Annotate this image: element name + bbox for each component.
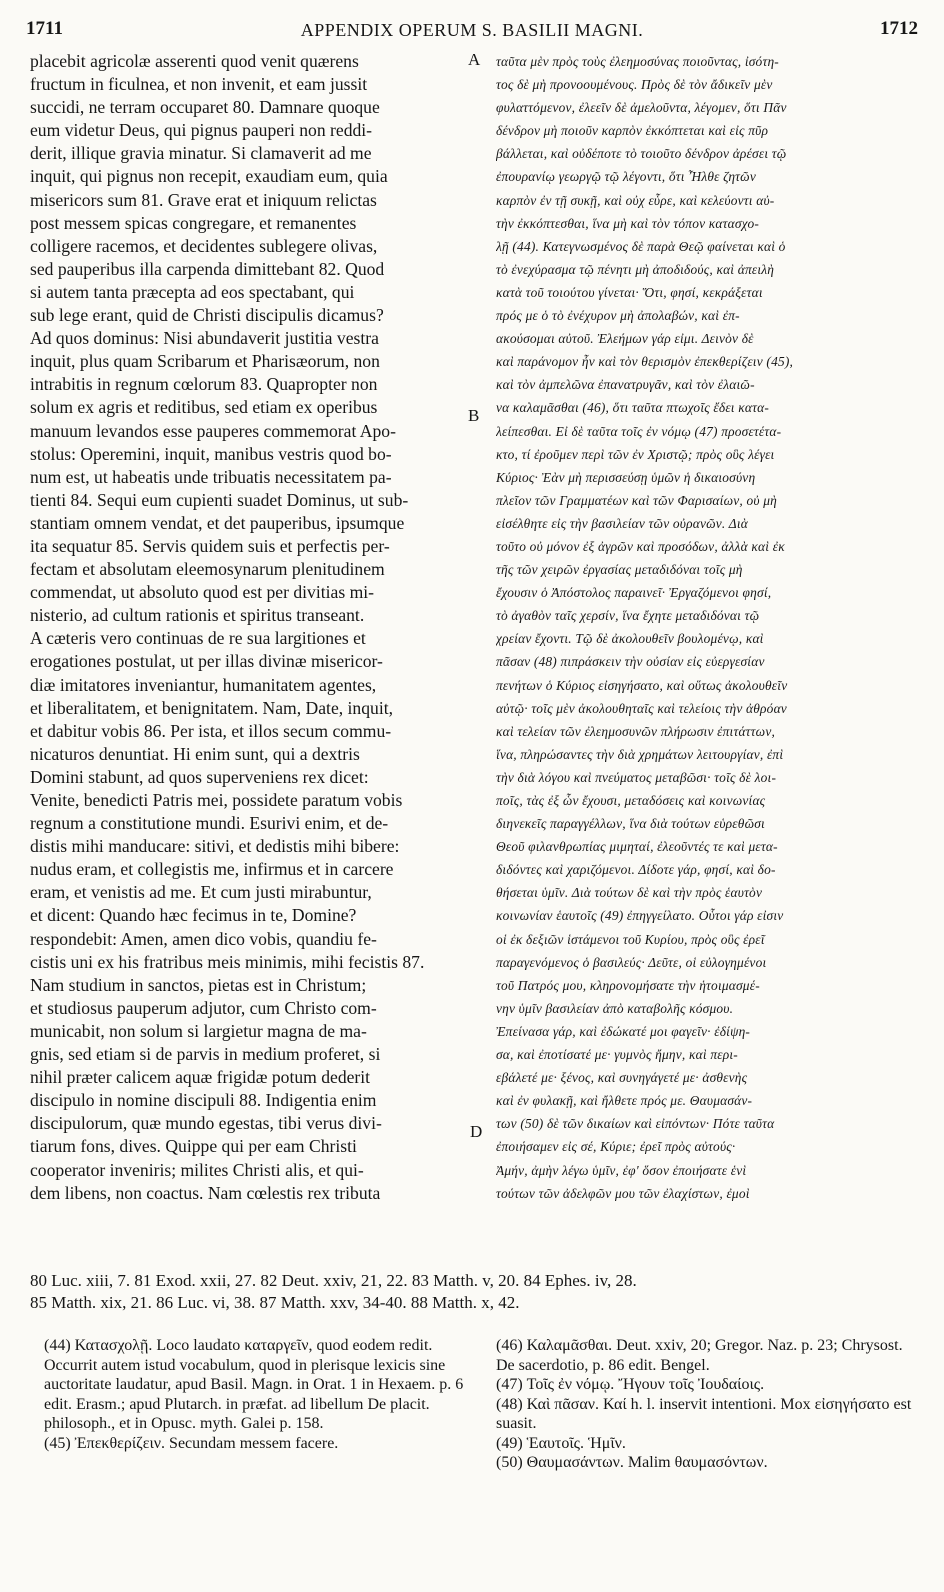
footnotes-left-text: (44) Κατασχολῇ. Loco laudato καταργεῖν, quod eodem redit. Occurrit autem istud vocabulum, quod in plerisque lexicis sine auctoritate laudatur, apud Basil. Magn. in Orat. 1 in Hexaem. p. 6 edit. Erasm.; apud Plutarch. in præfat. ad libellum De placit. philosoph., et in Opusc. myth. Galei p. 158. (45) Ἐπεκθερίζειν. Secundam messem facere.: [44, 1337, 464, 1452]
page-header: [26, 14, 918, 46]
footnotes-right: [496, 1336, 916, 1473]
latin-text: placebit agricolæ asserenti quod venit quærens fructum in ficulnea, et non invenit, et eam jussit succidi, ne terram occuparet 80. Damnare quoque eum videtur Deus, qui pignus pauperi non reddi- derit, illique gravia minatur. Si clamaverit ad me inquit, qui pignus non recepit, exaudiam eum, quia misericors sum 81. Grave erat et iniquum relictas post messem spicas congregare, et remanentes colligere racemos, et decidentes sublegere olivas, sed pauperibus illa carpenda dimittebant 82. Quod si autem tanta præcepta ad eos spectabant, qui sub lege erant, quid de Christi discipulis dicamus? Ad quos dominus: Nisi abundaverit justitia vestra inquit, plus quam Scribarum et Pharisæorum, non intrabitis in regnum cœlorum 83. Quapropter non solum ex agris et reditibus, sed etiam ex operibus manuum levandos esse pauperes commemorat Apo- stolus: Operemini, inquit, manibus vestris quod bo- num est, ut habeatis unde tribuatis necessitatem pa- tienti 84. Sequi eum cupienti suadet Dominus, ut sub- stantiam omnem vendat, et det pauperibus, ipsumque ita sequatur 85. Servis quidem suis et perfectis per- fectam et absolutam eleemosynarum plenitudinem commendat, ut absoluto quod est per divitias mi- nisterio, ad cultum rationis et spiritus transeant. A cæteris vero continuas de re sua largitiones et erogationes postulat, ut per illas divinæ misericor- diæ imitatores inveniantur, humanitatem agentes, et liberalitatem, et benignitatem. Nam, Date, inquit, et dabitur vobis 86. Per ista, et illos secum commu- nicaturos denuntiat. Hi enim sunt, qui a dextris Domini stabunt, ad quos superveniens rex dicet: Venite, benedicti Patris mei, possidete paratum vobis regnum a constitutione mundi. Esurivi enim, et de- distis mihi manducare: sitivi, et dedistis mihi bibere: nudus eram, et collegistis me, infirmus et in carcere eram, et venistis ad me. Et cum justi mirabuntur, et dicent: Quando hæc fecimus in te, Domine? respondebit: Amen, amen dico vobis, quandiu fe- cistis uni ex his fratribus meis minimis, mihi fecistis 87. Nam studium in sanctos, pietas est in Christum; et studiosus pauperum adjutor, cum Christo com- municabit, non solum si largietur magna de ma- gnis, sed etiam si de parvis in medium proferet, si nihil præter calicem aquæ frigidæ potum dederit discipulo in nomine discipuli 88. Indigentia enim discipulorum, quæ mundo egestas, tibi verus divi- tiarum fons, dives. Quippe qui per eam Christi cooperator inveniris; milites Christi alis, et qui- dem libens, non coactus. Nam cœlestis rex tributa: [30, 51, 425, 1203]
greek-column: [496, 50, 916, 1255]
margin-marker-d: D: [470, 1122, 483, 1141]
greek-text: ταῦτα μὲν πρὸς τοὺς ἐλεημοσύνας ποιοῦντας, ἰσότη- τος δὲ μὴ προνοουμένους. Πρὸς δὲ τὸν ἄδικεῖν μὲν φυλαττόμενον, ἐλεεῖν δὲ ἀμελοῦντα, λέγομεν, ὅτι Πᾶν δένδρον μὴ ποιοῦν καρπὸν ἐκκόπτεται καὶ εἰς πῦρ βάλλεται, καὶ οὐδέποτε τὸ τοιοῦτο δένδρον ἀρέσει τῷ ἐπουρανίῳ γεωργῷ τῷ λέγοντι, ὅτι Ἦλθε ζητῶν καρπὸν ἐν τῇ συκῇ, καὶ οὐχ εὗρε, καὶ κελεύοντι αὐ- τὴν ἐκκόπτεσθαι, ἵνα μὴ καὶ τὸν τόπον κατασχο- λῇ (44). Κατεγνωσμένος δὲ παρὰ Θεῷ φαίνεται καὶ ὁ τὸ ἐνεχύρασμα τῷ πένητι μὴ ἀποδιδούς, καὶ ἀπειλὴ κατὰ τοῦ τοιούτου γίνεται· Ὅτι, φησί, κεκράξεται πρός με ὁ τὸ ἐνέχυρον μὴ ἀπολαβών, καὶ ἐπ- ακούσομαι αὐτοῦ. Ἐλεήμων γάρ εἰμι. Δεινὸν δὲ καὶ παράνομον ἦν καὶ τὸν θερισμὸν ἐπεκθερίζειν (45), καὶ τὸν ἀμπελῶνα ἐπανατρυγᾶν, καὶ τὸν ἐλαιῶ- να καλαμᾶσθαι (46), ὅτι ταῦτα πτωχοῖς ἔδει κατα- λείπεσθαι. Εἰ δὲ ταῦτα τοῖς ἐν νόμῳ (47) προσετέτα- κτο, τί ἐροῦμεν περὶ τῶν ἐν Χριστῷ; πρὸς οὓς λέγει Κύριος· Ἐὰν μὴ περισσεύσῃ ὑμῶν ἡ δικαιοσύνη πλεῖον τῶν Γραμματέων καὶ τῶν Φαρισαίων, οὐ μὴ εἰσέλθητε εἰς τὴν βασιλείαν τῶν οὐρανῶν. Διὰ τοῦτο οὐ μόνον ἐξ ἀγρῶν καὶ προσόδων, ἀλλὰ καὶ ἐκ τῆς τῶν χειρῶν ἐργασίας μεταδιδόναι τοῖς μὴ ἔχουσιν ὁ Ἀπόστολος παραινεῖ· Ἐργαζόμενοι φησί, τὸ ἀγαθὸν ταῖς χερσίν, ἵνα ἔχητε μεταδιδόναι τῷ χρείαν ἔχοντι. Τῷ δὲ ἀκολουθεῖν βουλομένῳ, καὶ πᾶσαν (48) πιπράσκειν τὴν οὐσίαν εἰς εὐεργεσίαν πενήτων ὁ Κύριος εἰσηγήσατο, καὶ οὕτως ἀκολουθεῖν αὐτῷ· τοῖς μὲν ἀκολουθηταῖς καὶ τελείοις τὴν ἀθρόαν καὶ τελείαν τῶν ἐλεημοσυνῶν πλήρωσιν ἐπιτάττων, ἵνα, πληρώσαντες τὴν διὰ χρημάτων λειτουργίαν, ἐπὶ τὴν διὰ λόγου καὶ πνεύματος μεταβῶσι· τοῖς δὲ λοι- ποῖς, τὰς ἐξ ὧν ἔχουσι, μεταδόσεις καὶ κοινωνίας διηνεκεῖς παραγγέλλων, ἵνα διὰ τούτων εὑρεθῶσι Θεοῦ φιλανθρωπίας μιμηταί, ἐλεοῦντές τε καὶ μετα- διδόντες καὶ χαριζόμενοι. Δίδοτε γάρ, φησί, καὶ δο- θήσεται ὑμῖν. Διὰ τούτων δὲ καὶ τὴν πρὸς ἑαυτὸν κοινωνίαν ἑαυτοῖς (49) ἐπηγγείλατο. Οὗτοι γάρ εἰσιν οἱ ἐκ δεξιῶν ἱστάμενοι τοῦ Κυρίου, πρὸς οὓς ἐρεῖ παραγενόμενος ὁ βασιλεύς· Δεῦτε, οἱ εὐλογημένοι τοῦ Πατρός μου, κληρονομήσατε τὴν ἡτοιμασμέ- νην ὑμῖν βασιλείαν ἀπὸ καταβολῆς κόσμου. Ἐπείνασα γάρ, καὶ ἐδώκατέ μοι φαγεῖν· ἐδίψη- σα, καὶ ἐποτίσατέ με· γυμνὸς ἤμην, καὶ περι- εβάλετέ με· ξένος, καὶ συνηγάγετέ με· ἀσθενὴς καὶ ἐν φυλακῇ, καὶ ἤλθετε πρός με. Θαυμασάν- των (50) δὲ τῶν δικαίων καὶ εἰπόντων· Πότε ταῦτα ἐποιήσαμεν εἰς σέ, Κύριε; ἐρεῖ πρὸς αὐτούς· Ἀμήν, ἀμὴν λέγω ὑμῖν, ἐφ' ὅσον ἐποιήσατε ἑνὶ τούτων τῶν ἀδελφῶν μου τῶν ἐλαχίστων, ἐμοὶ: [496, 54, 794, 1201]
footnotes-left: [44, 1336, 464, 1453]
running-head-title: APPENDIX OPERUM S. BASILII MAGNI.: [300, 20, 644, 40]
margin-marker-a: A: [468, 50, 481, 69]
footnotes-right-text: (46) Καλαμᾶσθαι. Deut. xxiv, 20; Gregor. Naz. p. 23; Chrysost. De sacerdotio, p. 86 edit. Bengel. (47) Τοῖς ἐν νόμῳ. Ἤγουν τοῖς Ἰουδαίοις. (48) Καὶ πᾶσαν. Καί h. l. inservit intentioni. Mox εἰσηγήσατο est suasit. (49) Ἑαυτοῖς. Ἡμῖν. (50) Θαυμασάντων. Malim θαυμασόντων.: [496, 1337, 912, 1471]
left-page-number: 1711: [26, 18, 63, 39]
margin-marker-b: B: [468, 406, 480, 425]
right-page-number: 1712: [880, 18, 918, 39]
scripture-references: 80 Luc. xiii, 7. 81 Exod. xxii, 27. 82 Deut. xxiv, 21, 22. 83 Matth. v, 20. 84 Ephes. iv, 28. 85 Matth. xix, 21. 86 Luc. vi, 38. 87 Matth. xxv, 34-40. 88 Matth. x, 42.: [30, 1271, 637, 1312]
latin-column: [30, 50, 460, 1255]
